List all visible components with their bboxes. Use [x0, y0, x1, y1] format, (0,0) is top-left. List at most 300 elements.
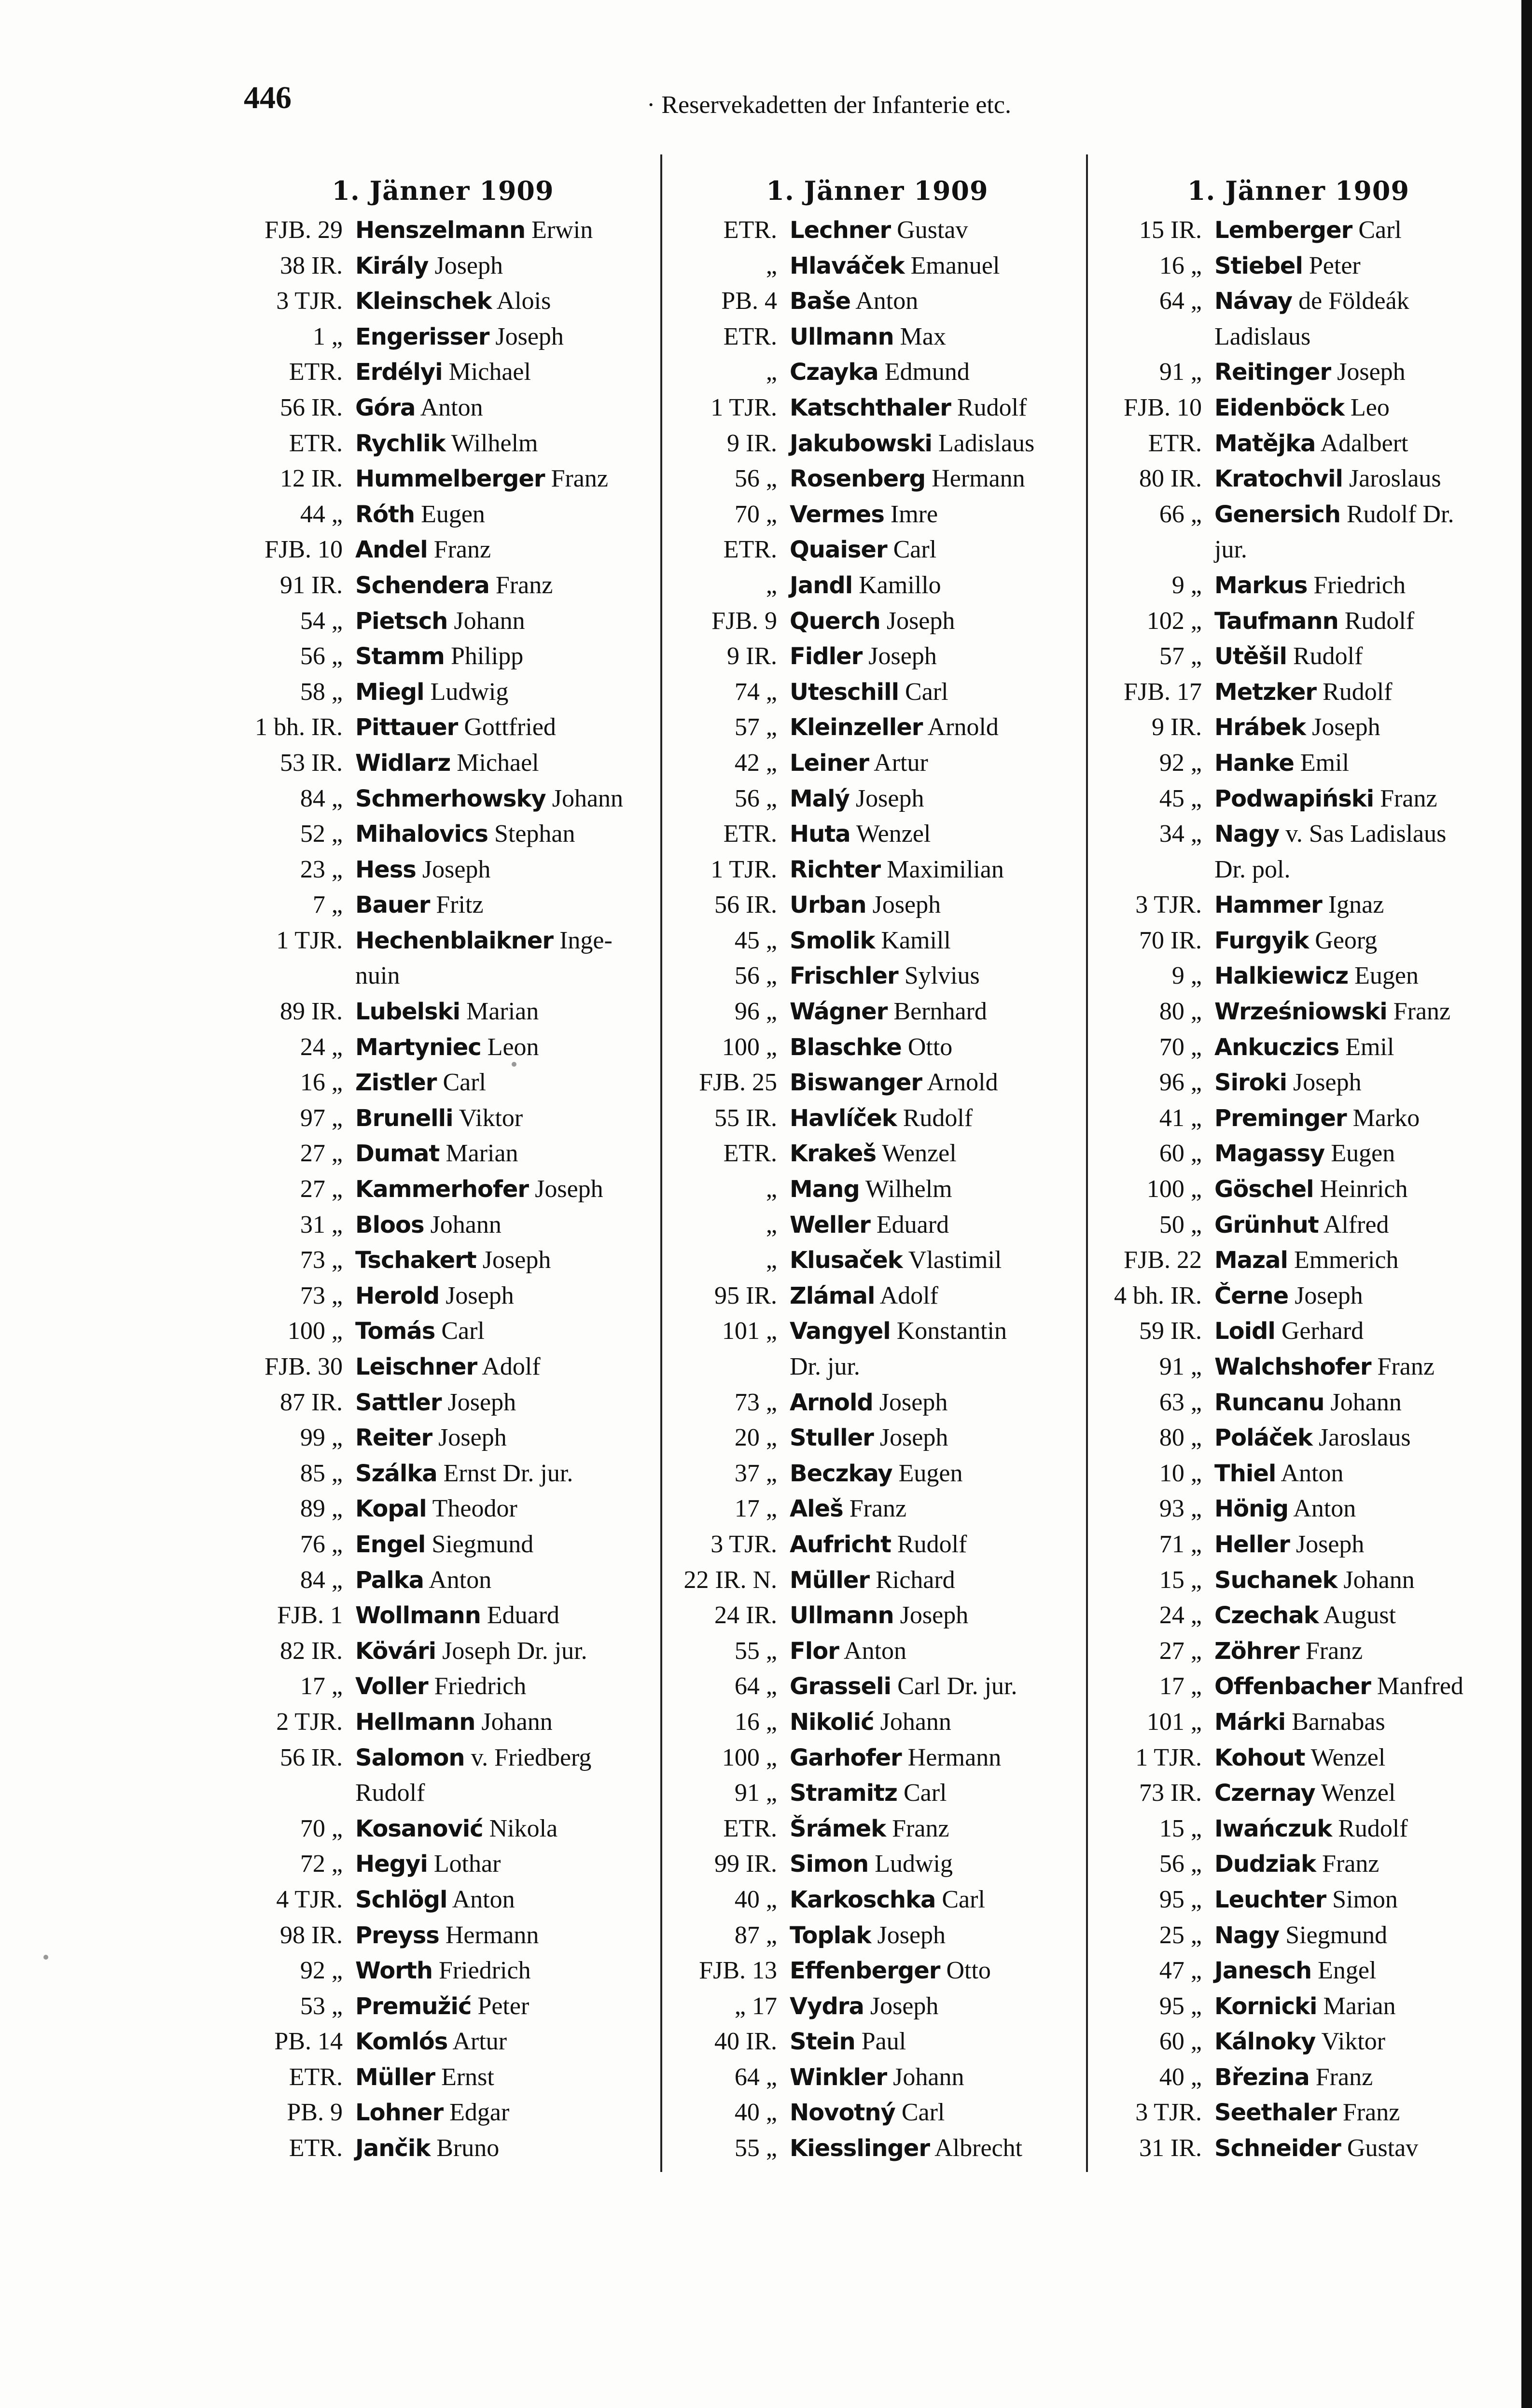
- given-name: Joseph: [422, 855, 491, 883]
- surname: Wollmann: [355, 1602, 481, 1629]
- surname: Andel: [355, 536, 428, 564]
- entry-row: [227, 887, 659, 923]
- surname: Komlós: [355, 2028, 448, 2056]
- given-name: Heinrich: [1320, 1175, 1408, 1203]
- unit-label: 72 „: [300, 1850, 343, 1878]
- given-name: Franz: [495, 571, 553, 599]
- surname: Preyss: [355, 1921, 439, 1949]
- surname: Ankuczics: [1214, 1033, 1339, 1061]
- surname: Pietsch: [355, 607, 448, 635]
- surname: Karkoschka: [790, 1886, 936, 1913]
- name: [790, 1921, 946, 1949]
- surname: Lubelski: [355, 998, 460, 1026]
- name: [355, 430, 538, 457]
- entry-row: [227, 1740, 659, 1776]
- entry-row: [671, 248, 1084, 284]
- given-name: Johann: [552, 784, 624, 812]
- entry-row: [671, 852, 1084, 888]
- given-name: Joseph: [900, 1601, 969, 1629]
- unit-label: 16 „: [734, 1708, 777, 1736]
- unit-label: 100 „: [722, 1033, 777, 1061]
- name: [1214, 1601, 1396, 1629]
- given-name: Rudolf: [1338, 1814, 1408, 1842]
- name: [355, 1069, 486, 1096]
- name: [355, 891, 484, 919]
- given-name: Joseph: [868, 642, 937, 670]
- name: [790, 1886, 985, 1913]
- column-divider: [1086, 154, 1088, 2172]
- name: [1214, 1033, 1394, 1061]
- unit-label: „: [766, 1211, 777, 1239]
- surname: Nagy: [1214, 1921, 1280, 1949]
- entry-row: [227, 674, 659, 710]
- surname: Nagy: [1214, 821, 1280, 848]
- unit-label: 60 „: [1159, 1140, 1202, 1168]
- entry-row: [1105, 1669, 1491, 1704]
- unit-label: 95 IR.: [714, 1281, 777, 1309]
- given-name: Anton: [1293, 1495, 1356, 1523]
- given-name: Joseph: [855, 784, 924, 812]
- given-name: Joseph: [447, 1388, 516, 1416]
- given-name: Eugen: [898, 1459, 963, 1487]
- given-name: Eduard: [487, 1601, 560, 1629]
- unit-label: 1 bh. IR.: [255, 713, 343, 741]
- entry-row: [671, 568, 1084, 603]
- entry-row: [671, 674, 1084, 710]
- name: [1214, 1495, 1356, 1522]
- surname: Kövári: [355, 1637, 436, 1665]
- entry-row: [227, 1527, 659, 1562]
- unit-label: ETR.: [723, 216, 777, 244]
- entry-row: [671, 461, 1084, 497]
- entry-row: [227, 1207, 659, 1243]
- given-name: Theodor: [432, 1495, 517, 1523]
- entry-row: [1105, 674, 1491, 710]
- name: [790, 1601, 968, 1629]
- entry-row: [227, 1349, 659, 1385]
- entry-row: [1105, 1953, 1491, 1989]
- entry-row: [671, 781, 1084, 817]
- surname: Preminger: [1214, 1104, 1347, 1132]
- name: [355, 2099, 509, 2126]
- name: [1214, 1317, 1364, 1345]
- unit-label: 64 „: [734, 1672, 777, 1700]
- given-name: Johann: [454, 607, 525, 635]
- name: [355, 1886, 515, 1913]
- entry-row: [671, 1100, 1084, 1136]
- name: [355, 1957, 531, 1984]
- name: [790, 571, 941, 599]
- surname: Kleinschek: [355, 288, 492, 315]
- name: [355, 1033, 539, 1061]
- name: [1214, 501, 1454, 528]
- given-name: Rudolf: [1293, 642, 1363, 670]
- given-name: Carl Dr. jur.: [897, 1672, 1017, 1700]
- given-name: Hermann: [445, 1921, 539, 1949]
- entry-row: [227, 354, 659, 390]
- unit-label: 93 „: [1159, 1495, 1202, 1523]
- surname: Salomon: [355, 1744, 465, 1771]
- unit-label: 9 „: [1171, 962, 1202, 990]
- given-name: Viktor: [1321, 2028, 1386, 2056]
- scan-speck: [43, 1955, 48, 1960]
- given-name: Johann: [430, 1211, 501, 1239]
- surname: Richter: [790, 856, 881, 883]
- entry-row: [671, 2095, 1084, 2130]
- entry-row: [1105, 248, 1491, 284]
- entry-row: [227, 1918, 659, 1953]
- entry-row: [671, 212, 1084, 248]
- name: [790, 323, 946, 350]
- surname: Thiel: [1214, 1460, 1276, 1487]
- unit-label: 56 IR.: [714, 891, 777, 919]
- given-name: Joseph: [886, 607, 955, 635]
- column-2: [671, 174, 1084, 2166]
- entry-row: [227, 639, 659, 674]
- unit-label: 56 „: [1159, 1850, 1202, 1878]
- surname: Hlaváček: [790, 252, 905, 279]
- surname: Vangyel: [790, 1318, 891, 1345]
- entry-row: [1105, 1562, 1491, 1598]
- unit-label: 74 „: [734, 678, 777, 706]
- given-name: Barnabas: [1292, 1708, 1385, 1736]
- surname: Uteschill: [790, 678, 899, 706]
- entry-row: [227, 1704, 659, 1740]
- entry-row: [227, 319, 659, 355]
- name: [790, 1424, 948, 1451]
- given-name: Otto: [907, 1033, 953, 1061]
- scan-speck: [512, 1062, 516, 1067]
- surname: Tomás: [355, 1318, 435, 1345]
- name: [1214, 2028, 1385, 2055]
- surname: Hellmann: [355, 1708, 475, 1736]
- given-name: Joseph: [535, 1175, 603, 1203]
- name: [1214, 1957, 1376, 1984]
- entry-row: [227, 1669, 659, 1704]
- entry-continuation: [227, 1775, 659, 1811]
- given-name: Wilhelm: [865, 1175, 952, 1203]
- entry-row: [227, 1278, 659, 1314]
- unit-label: 100 „: [722, 1743, 777, 1771]
- name: [1214, 998, 1450, 1025]
- given-name: Leon: [487, 1033, 539, 1061]
- unit-label: FJB. 9: [711, 607, 777, 635]
- surname: Mihalovics: [355, 821, 488, 848]
- surname: Hechenblaikner: [355, 927, 554, 954]
- surname: Pittauer: [355, 714, 458, 741]
- surname: Mang: [790, 1176, 860, 1203]
- entry-row: [1105, 1633, 1491, 1669]
- name: [1214, 1744, 1385, 1771]
- surname: Ullmann: [790, 323, 894, 350]
- entry-row: [1105, 745, 1491, 781]
- given-name: Franz: [433, 536, 491, 564]
- given-name: Wenzel: [1321, 1779, 1396, 1807]
- surname: Voller: [355, 1673, 428, 1700]
- unit-label: 52 „: [300, 820, 343, 848]
- entry-row: [227, 248, 659, 284]
- name: [790, 430, 1034, 457]
- name: [1214, 1779, 1395, 1807]
- given-name: Siegmund: [1285, 1921, 1388, 1949]
- unit-label: 89 „: [300, 1495, 343, 1523]
- given-name: Johann: [481, 1708, 553, 1736]
- entry-row: [1105, 1704, 1491, 1740]
- entry-row: [1105, 603, 1491, 639]
- entry-row: [227, 2130, 659, 2166]
- surname: Baše: [790, 288, 851, 315]
- surname: Worth: [355, 1957, 432, 1985]
- name: [790, 1211, 949, 1239]
- name: [790, 1389, 947, 1416]
- name: [790, 962, 980, 989]
- name: [355, 1460, 573, 1487]
- name: [790, 1531, 967, 1558]
- entry-row: [1105, 2095, 1491, 2130]
- surname: Markus: [1214, 571, 1308, 599]
- name: [790, 820, 931, 848]
- entry-row: [227, 852, 659, 888]
- unit-label: ETR.: [289, 429, 343, 457]
- entry-row: [227, 994, 659, 1030]
- name: [1214, 1566, 1415, 1594]
- entry-row: [671, 1989, 1084, 2024]
- given-name: Franz: [849, 1495, 907, 1523]
- surname: Querch: [790, 607, 880, 635]
- surname: Aufricht: [790, 1531, 891, 1558]
- name: [355, 1353, 541, 1380]
- name: [355, 927, 613, 954]
- given-name: Michael: [457, 749, 539, 777]
- unit-label: 91 „: [1159, 358, 1202, 386]
- unit-label: 17 „: [300, 1672, 343, 1700]
- surname: Lemberger: [1214, 217, 1352, 244]
- surname: Šrámek: [790, 1815, 886, 1842]
- given-name: Carl: [1358, 216, 1402, 244]
- name: [355, 1104, 523, 1132]
- name: [355, 820, 575, 848]
- entry-row: [671, 994, 1084, 1030]
- surname: Furgyik: [1214, 927, 1309, 954]
- given-name: Richard: [876, 1566, 955, 1594]
- unit-label: 96 „: [734, 998, 777, 1026]
- given-name: Eugen: [1354, 962, 1419, 990]
- surname: Engel: [355, 1531, 426, 1558]
- name: [790, 1246, 1002, 1274]
- unit-label: „: [766, 571, 777, 599]
- name: [1214, 2134, 1418, 2162]
- surname: Iwańczuk: [1214, 1815, 1332, 1842]
- given-name: Bernhard: [893, 998, 987, 1026]
- name: [790, 536, 936, 563]
- name: [790, 891, 941, 919]
- entry-row: [1105, 1065, 1491, 1100]
- entry-row: [671, 354, 1084, 390]
- unit-label: 57 „: [1159, 642, 1202, 670]
- surname: Genersich: [1214, 501, 1340, 528]
- given-name: Alfred: [1323, 1211, 1389, 1239]
- name: [1214, 358, 1406, 386]
- entry-row: [1105, 354, 1491, 390]
- name: [790, 1033, 952, 1061]
- unit-label: 3 TJR.: [1135, 891, 1202, 919]
- unit-label: 24 „: [1159, 1601, 1202, 1629]
- given-name: Emil: [1300, 749, 1350, 777]
- entry-row: [227, 816, 659, 852]
- given-name: Wenzel: [1310, 1743, 1386, 1771]
- entry-row: [1105, 1456, 1491, 1491]
- unit-label: 27 „: [300, 1140, 343, 1168]
- given-name: Hermann: [932, 465, 1025, 493]
- unit-label: 95 „: [1159, 1992, 1202, 2020]
- entry-row: [671, 1704, 1084, 1740]
- unit-label: 1 TJR.: [710, 393, 777, 421]
- given-name: Hermann: [907, 1743, 1002, 1771]
- name: [355, 394, 483, 421]
- entry-row: [1105, 1349, 1491, 1385]
- unit-label: FJB. 17: [1124, 678, 1202, 706]
- surname: Stramitz: [790, 1780, 897, 1807]
- surname: Jančik: [355, 2135, 431, 2162]
- surname: Dumat: [355, 1140, 440, 1168]
- surname: Vydra: [790, 1992, 864, 2020]
- surname: Göschel: [1214, 1176, 1314, 1203]
- name: [355, 2063, 494, 2091]
- running-head: · Reservekadetten der Infanterie etc.: [647, 91, 1012, 119]
- surname: Kiesslinger: [790, 2135, 930, 2162]
- entry-list: [227, 212, 659, 2166]
- surname: Reiter: [355, 1424, 432, 1452]
- unit-label: 25 „: [1159, 1921, 1202, 1949]
- given-name: Rudolf: [897, 1530, 967, 1558]
- given-name: Jaroslaus: [1318, 1424, 1411, 1452]
- name: [355, 1601, 559, 1629]
- unit-label: 45 „: [734, 926, 777, 954]
- entry-row: [671, 390, 1084, 426]
- entry-row: [227, 2060, 659, 2095]
- given-name: Gerhard: [1281, 1317, 1364, 1345]
- unit-label: 101 „: [1146, 1708, 1202, 1736]
- given-name: Rudolf: [903, 1104, 973, 1132]
- unit-label: 10 „: [1159, 1459, 1202, 1487]
- entry-row: [1105, 1313, 1491, 1349]
- entry-row: [671, 1918, 1084, 1953]
- entry-row: [671, 1030, 1084, 1065]
- surname: Halkiewicz: [1214, 962, 1349, 990]
- given-name: Emmerich: [1294, 1246, 1399, 1274]
- given-name: Arnold: [927, 1069, 998, 1097]
- unit-label: 64 „: [1159, 287, 1202, 315]
- surname: Winkler: [790, 2063, 887, 2091]
- entry-row: [227, 2095, 659, 2130]
- unit-label: 53 IR.: [280, 749, 343, 777]
- surname: Ullmann: [790, 1602, 894, 1629]
- surname: Premužić: [355, 1992, 472, 2020]
- entry-row: [671, 710, 1084, 745]
- surname: Schlögl: [355, 1886, 447, 1913]
- surname: Zlámal: [790, 1282, 875, 1309]
- name: [790, 678, 948, 706]
- surname: Weller: [790, 1211, 870, 1239]
- entry-row: [227, 1953, 659, 1989]
- given-name: Vlastimil: [908, 1246, 1002, 1274]
- name: [355, 1921, 539, 1949]
- surname: Havlíček: [790, 1104, 897, 1132]
- name: [790, 2028, 906, 2055]
- surname: Czayka: [790, 359, 878, 386]
- unit-label: 58 „: [300, 678, 343, 706]
- entry-row: [227, 1491, 659, 1527]
- unit-label: ETR.: [723, 322, 777, 350]
- unit-label: 54 „: [300, 607, 343, 635]
- entry-row: [1105, 283, 1491, 319]
- surname: Walchshofer: [1214, 1353, 1371, 1380]
- name: [1214, 1282, 1363, 1309]
- given-name: Ladislaus: [938, 429, 1035, 457]
- entry-row: [1105, 639, 1491, 674]
- name: [790, 1104, 973, 1132]
- entry-row: [227, 283, 659, 319]
- unit-label: ETR.: [289, 2134, 343, 2162]
- unit-label: 100 „: [1146, 1175, 1202, 1203]
- given-name: Joseph: [446, 1281, 514, 1309]
- surname: Kohout: [1214, 1744, 1305, 1771]
- unit-label: 31 „: [300, 1211, 343, 1239]
- entry-continuation: [1105, 852, 1491, 888]
- entry-row: [227, 1136, 659, 1171]
- unit-label: ETR.: [723, 536, 777, 564]
- surname: Lohner: [355, 2099, 444, 2127]
- unit-label: 73 IR.: [1139, 1779, 1202, 1807]
- surname: Aleš: [790, 1495, 843, 1523]
- unit-label: 91 „: [1159, 1353, 1202, 1380]
- surname: Király: [355, 252, 429, 279]
- unit-label: FJB. 13: [699, 1957, 777, 1985]
- given-name: Erwin: [531, 216, 593, 244]
- name: [790, 1992, 938, 2020]
- unit-label: ETR.: [1148, 429, 1202, 457]
- unit-label: 56 „: [734, 784, 777, 812]
- name: [790, 1175, 952, 1203]
- entry-row: [1105, 710, 1491, 745]
- given-name: Friedrich: [434, 1672, 527, 1700]
- entry-row: [227, 1313, 659, 1349]
- unit-label: 16 „: [300, 1069, 343, 1097]
- surname: Podwapiński: [1214, 785, 1374, 812]
- given-name: Joseph: [870, 1992, 939, 2020]
- name: [355, 1815, 557, 1842]
- given-name: Gustav: [1347, 2134, 1419, 2162]
- name: [1214, 1992, 1396, 2020]
- unit-label: ETR.: [289, 2063, 343, 2091]
- unit-label: 97 „: [300, 1104, 343, 1132]
- entry-row: [671, 1242, 1084, 1278]
- given-name: Emanuel: [910, 251, 1000, 279]
- surname: Vermes: [790, 501, 884, 528]
- given-name: Leo: [1351, 393, 1390, 421]
- entry-row: [227, 1171, 659, 1207]
- surname: Malý: [790, 785, 850, 812]
- unit-label: 56 „: [734, 465, 777, 493]
- given-name: Maximilian: [887, 855, 1004, 883]
- surname: Hrábek: [1214, 714, 1306, 741]
- surname: Eidenböck: [1214, 394, 1345, 421]
- entry-row: [1105, 1385, 1491, 1420]
- entry-row: [1105, 1030, 1491, 1065]
- name: [1214, 252, 1361, 279]
- surname: Blaschke: [790, 1033, 902, 1061]
- unit-label: 1 TJR.: [710, 855, 777, 883]
